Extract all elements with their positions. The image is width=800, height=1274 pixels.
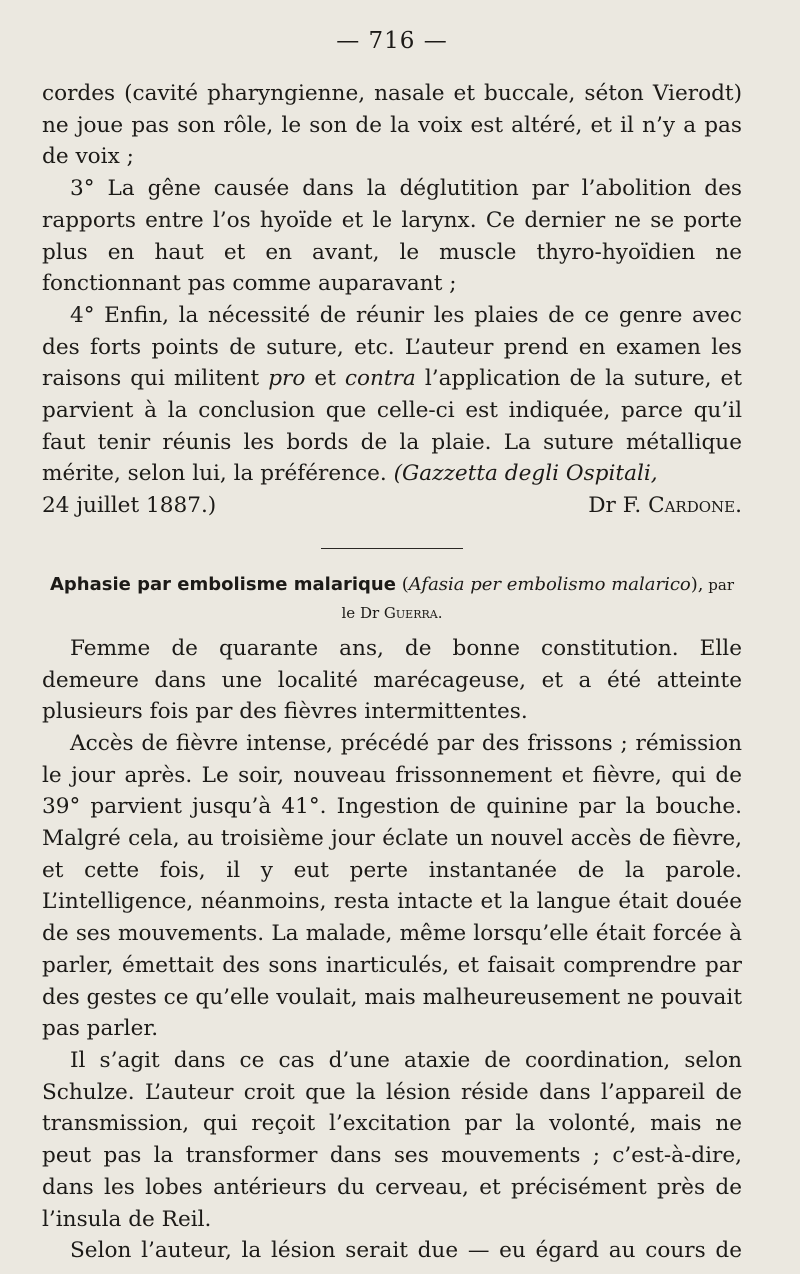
article-title-paren-open: ( [401,573,409,595]
author-signature [588,490,742,522]
article-paragraph-2: Accès de fièvre intense, précédé par des frissons ; rémission le jour après. Le soir, nouveau frissonnement et fièvre, qui de 39° parvient jusqu’à 41°. Ingestion de quinine par la bouche. Malgré cela, au troisième jour éclate un nouvel accès de fièvre, et cette fois, il y eut perte instantanée de la parole. L’intelligence, néanmoins, resta intacte et la langue était douée de ses mouvements. La malade, même lorsqu’elle était forcée à parler, émettait des sons inarticulés, et faisait comprendre par des gestes ce qu’elle voulait, mais malheureusement ne pouvait pas parler. [42,730,742,1042]
source-citation: (Gazzetta degli Ospitali, [393,461,658,487]
point-4-et: et [305,366,345,392]
article-title-paren-close: ), [690,573,704,595]
article-title [42,571,742,627]
point-3-paragraph: 3° La gêne causée dans la déglutition par l’abolition des rapports entre l’os hyoïde et le larynx. Ce dernier ne se porte plus en haut et en avant, le muscle thyro-hyoïdien ne fonctionnant pas comme auparavant ; [42,176,742,297]
section-divider [321,548,463,549]
point-4-paragraph [42,300,742,490]
article-paragraph-3: Il s’agit dans ce cas d’une ataxie de coordination, selon Schulze. L’auteur croit que la lésion réside dans l’appareil de transmission, qui reçoit l’excitation par la volonté, mais ne peut pas la transformer dans ses mouvements ; c’est-à-dire, dans les lobes antérieurs du cerveau, et précisément près de l’insula de Reil. [42,1047,742,1232]
article-paragraph-1: Femme de quarante ans, de bonne constitution. Elle demeure dans une localité marécageuse, et a été atteinte plusieurs fois par des fièvres intermittentes. [42,635,742,725]
citation-date: 24 juillet 1887.) [42,493,217,519]
point-4-pro: pro [268,366,306,392]
article-title-main: Aphasie par embolisme malarique [49,573,396,595]
point-4-text-end: l’application de la suture, et parvient à la conclusion que celle-ci est indiquée, parce qu’il faut tenir réunis les bords de la plaie. La suture métallique mérite, selon lui, la préférence. [42,366,743,487]
article-byline-name: Guerra. [383,603,443,622]
signature-name: Cardone. [648,493,742,519]
article-byline-prefix: par le Dr [341,575,735,622]
article-paragraph-4: Selon l’auteur, la lésion serait due — eu égard au cours de [70,1238,742,1264]
point-4-contra: contra [344,366,416,392]
body-text [42,78,742,1267]
page-number: — 716 — [336,28,448,54]
signature-prefix: Dr F. [588,493,649,519]
continued-paragraph: cordes (cavité pharyngienne, nasale et buccale, séton Vierodt) ne joue pas son rôle, le son de la voix est altéré, et il n’y a pas de voix ; [42,81,742,170]
point-4-text-start: 4° Enfin, la nécessité de réunir les plaies de ce genre avec des forts points de suture, etc. L’auteur prend en examen les raisons qui militent [42,302,742,392]
article-title-italian: Afasia per embolismo malarico [408,573,691,595]
signature-row [42,490,742,522]
